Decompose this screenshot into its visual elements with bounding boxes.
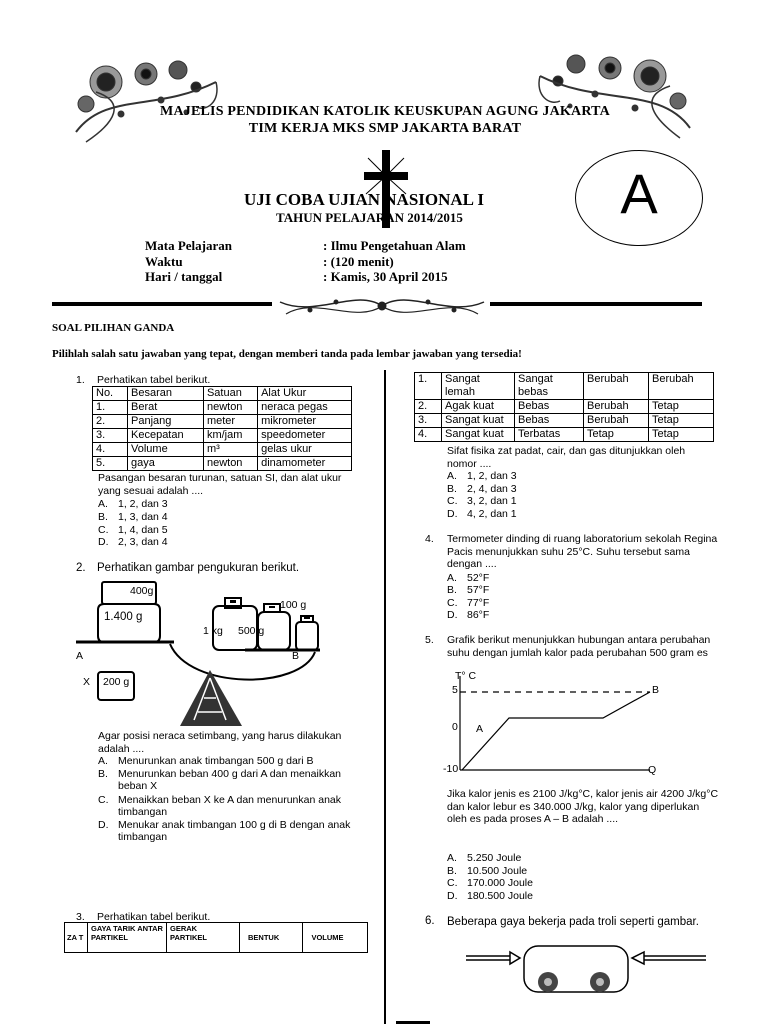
table-cell: Terbatas (515, 428, 584, 442)
option-letter: B. (98, 511, 108, 523)
table-cell: Kecepatan (128, 429, 204, 443)
chart-tick-0: 0 (452, 721, 458, 733)
label-500g: 500 g (238, 625, 265, 637)
q1-text: Perhatikan tabel berikut. (97, 374, 211, 386)
chart-tick-neg10: -10 (443, 763, 459, 775)
option-text: Menukar anak timbangan 100 g di B dengan anak timbangan (118, 819, 351, 843)
divider-ornament (276, 288, 488, 324)
option-letter: A. (98, 755, 108, 767)
option-letter: A. (98, 498, 108, 510)
table-cell: gaya (128, 457, 204, 471)
q2-text: Perhatikan gambar pengukuran berikut. (97, 562, 300, 574)
table-cell: 2. (415, 400, 442, 414)
table-header: No. (93, 387, 128, 401)
column-divider (384, 370, 386, 1024)
ornament-left (66, 52, 226, 152)
table-cell: Panjang (128, 415, 204, 429)
label-x: X (83, 676, 91, 688)
label-400g: 400g (130, 585, 154, 597)
option-text: 170.000 Joule (467, 877, 533, 889)
option-letter: D. (447, 890, 458, 902)
label-100g: 100 g (280, 599, 307, 611)
table-cell: gelas ukur (258, 443, 352, 457)
info-value: : Ilmu Pengetahuan Alam (323, 238, 466, 253)
option-text: 3, 2, dan 1 (467, 495, 517, 507)
option-text: 180.500 Joule (467, 890, 533, 902)
option-letter: D. (447, 508, 458, 520)
option-text: Menurunkan beban 400 g dari A dan menaikkan beban X (118, 768, 341, 792)
table-cell: Tetap (649, 400, 714, 414)
q2-number: 2. (76, 562, 86, 574)
option-letter: C. (447, 495, 458, 507)
q3-question: Sifat fisika zat padat, cair, dan gas ditunjukkan oleh nomor .... (447, 445, 686, 470)
q3-table-header (64, 922, 368, 953)
q3-text: Perhatikan tabel berikut. (97, 911, 211, 923)
option-text: 2, 3, dan 4 (118, 536, 168, 548)
label-a: A (76, 650, 84, 662)
exam-title: UJI COBA UJIAN NASIONAL I (244, 190, 484, 209)
table-cell: speedometer (258, 429, 352, 443)
option-text: 86°F (467, 609, 490, 621)
table-header-row (93, 387, 352, 401)
option-text: 77°F (467, 597, 490, 609)
option-letter: B. (98, 768, 108, 780)
option-letter: C. (447, 597, 458, 609)
option-text: 4, 2, dan 1 (467, 508, 517, 520)
trolley-figure (466, 942, 706, 998)
table-row (415, 373, 714, 400)
divider-right (490, 302, 702, 306)
instruction: Pilihlah salah satu jawaban yang tepat, dengan memberi tanda pada lembar jawaban yang tersedia! (52, 348, 522, 360)
option-text: 1, 3, dan 4 (118, 511, 168, 523)
section-title: SOAL PILIHAN GANDA (52, 322, 175, 334)
temperature-line (462, 692, 650, 770)
option-letter: D. (98, 819, 109, 831)
table-cell: 4. (93, 443, 128, 457)
table-cell: Berubah (649, 373, 714, 400)
chart-y-label: T° C (455, 670, 477, 682)
option-letter: B. (447, 865, 457, 877)
info-label: Hari / tanggal (145, 269, 223, 284)
label-1kg: 1 kg (203, 625, 223, 637)
chart-point-b: B (652, 684, 660, 696)
table-cell: 5. (93, 457, 128, 471)
q1-table (92, 386, 352, 471)
table-cell: newton (203, 401, 257, 415)
table-cell: 3. (93, 429, 128, 443)
q4-text: Termometer dinding di ruang laboratorium sekolah Regina Pacis menunjukkan suhu 25°C. Suhu tersebut sama dengan .... (447, 533, 718, 571)
table-row (93, 443, 352, 457)
q1-number: 1. (76, 374, 85, 386)
option-letter: C. (98, 794, 109, 806)
table-header: Alat Ukur (258, 387, 352, 401)
option-letter: A. (447, 470, 457, 482)
table-row (93, 457, 352, 471)
option-letter: A. (447, 572, 457, 584)
table-cell: dinamometer (258, 457, 352, 471)
table-cell: Tetap (584, 428, 649, 442)
option-letter: B. (447, 584, 457, 596)
info-label: Mata Pelajaran (145, 238, 233, 253)
table-cell: newton (203, 457, 257, 471)
table-row (415, 414, 714, 428)
option-text: 52°F (467, 572, 490, 584)
table-header: ZA T (65, 923, 88, 953)
q5-text: Grafik berikut menunjukkan hubungan antara perubahan suhu dengan jumlah kalor pada perubahan 500 gram es (447, 634, 711, 659)
table-row (415, 428, 714, 442)
label-1400g: 1.400 g (104, 611, 143, 623)
option-text: 1, 2, dan 3 (118, 498, 168, 510)
option-letter: C. (98, 524, 109, 536)
table-cell: 1. (415, 373, 442, 400)
academic-year: TAHUN PELAJARAN 2014/2015 (276, 210, 463, 225)
table-cell: Sangat lemah (442, 373, 515, 400)
option-text: 57°F (467, 584, 490, 596)
info-value: : Kamis, 30 April 2015 (323, 269, 448, 284)
table-cell: km/jam (203, 429, 257, 443)
table-header: GAYA TARIK ANTAR PARTIKEL (88, 923, 167, 953)
table-cell: Agak kuat (442, 400, 515, 414)
table-cell: Tetap (649, 414, 714, 428)
option-letter: A. (447, 852, 457, 864)
table-header: VOLUME (303, 923, 368, 953)
table-row (93, 401, 352, 415)
info-label: Waktu (145, 253, 183, 269)
option-letter: D. (447, 609, 458, 621)
q6-number: 6. (425, 915, 435, 927)
table-cell: Berat (128, 401, 204, 415)
table-header: Satuan (203, 387, 257, 401)
table-cell: meter (203, 415, 257, 429)
q4-number: 4. (425, 533, 434, 545)
label-b: B (292, 650, 300, 662)
option-text: 2, 4, dan 3 (467, 483, 517, 495)
table-row (93, 429, 352, 443)
table-cell: Berubah (584, 414, 649, 428)
q2-question: Agar posisi neraca setimbang, yang harus dilakukan adalah .... (98, 730, 342, 755)
chart-tick-5: 5 (452, 684, 458, 696)
option-text: Menurunkan anak timbangan 500 g dari B (118, 755, 314, 767)
option-text: 1, 2, dan 3 (467, 470, 517, 482)
table-row (93, 415, 352, 429)
balance-figure (70, 578, 380, 738)
table-cell: 3. (415, 414, 442, 428)
table-header: Besaran (128, 387, 204, 401)
version-letter: A (620, 162, 658, 225)
option-letter: C. (447, 877, 458, 889)
divider-left (52, 302, 272, 306)
table-cell: Sangat kuat (442, 414, 515, 428)
table-cell: Sangat bebas (515, 373, 584, 400)
table-header: GERAK PARTIKEL (167, 923, 240, 953)
q6-text: Beberapa gaya bekerja pada troli seperti gambar. (447, 916, 699, 928)
info-block (145, 238, 545, 285)
table-cell: 4. (415, 428, 442, 442)
table-cell: Tetap (649, 428, 714, 442)
q3-table (414, 372, 714, 442)
info-value: : (120 menit) (323, 253, 394, 269)
table-cell: 1. (93, 401, 128, 415)
table-cell: Berubah (584, 373, 649, 400)
chart-x-label: Q (648, 764, 657, 776)
option-text: 1, 4, dan 5 (118, 524, 168, 536)
q3-number: 3. (76, 911, 85, 923)
header-line-2: TIM KERJA MKS SMP JAKARTA BARAT (248, 121, 522, 136)
table-cell: Bebas (515, 414, 584, 428)
q5-question: Jika kalor jenis es 2100 J/kg°C, kalor jenis air 4200 J/kg°C dan kalor lebur es 340.000 J/kg, kalor yang diperlukan oleh es pada proses A – B adalah .... (447, 788, 719, 826)
table-cell: Berubah (584, 400, 649, 414)
table-cell: m³ (203, 443, 257, 457)
chart-point-a: A (476, 723, 484, 735)
option-text: Menaikkan beban X ke A dan menurunkan anak timbangan (118, 794, 341, 818)
option-text: 10.500 Joule (467, 865, 528, 877)
table-cell: Bebas (515, 400, 584, 414)
option-letter: D. (98, 536, 109, 548)
q5-number: 5. (425, 634, 434, 646)
header-line-1: MAJELIS PENDIDIKAN KATOLIK KEUSKUPAN AGUNG JAKARTA (160, 104, 610, 119)
option-text: 5.250 Joule (467, 852, 522, 864)
table-cell: Sangat kuat (442, 428, 515, 442)
table-cell: mikrometer (258, 415, 352, 429)
table-cell: Volume (128, 443, 204, 457)
table-cell: neraca pegas (258, 401, 352, 415)
table-cell: 2. (93, 415, 128, 429)
table-row (415, 400, 714, 414)
option-letter: B. (447, 483, 457, 495)
q1-question: Pasangan besaran turunan, satuan SI, dan alat ukur yang sesuai adalah .... (98, 472, 342, 497)
label-200g: 200 g (103, 676, 130, 688)
table-header: BENTUK (240, 923, 303, 953)
